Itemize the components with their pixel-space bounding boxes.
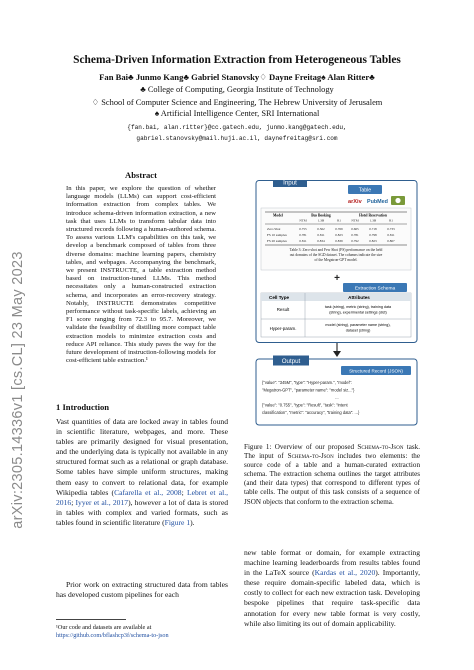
intro-text: ). bbox=[190, 517, 195, 527]
citation-lebret[interactable]: Lebret et al., 2016 bbox=[56, 487, 228, 507]
table-cell: 0.823 bbox=[335, 233, 343, 237]
caption-text: includes two elements: the source code of a table and a human-curated extraction schema. The extraction schema outlines the target attributes (and their data types) that correspond to different types of table cells. The output of this task consists of a sequence of JSON objects that conform to the extraction schema. bbox=[244, 452, 420, 506]
pubmed-logo: PubMed bbox=[367, 199, 388, 205]
intro-text: Vast quantities of data are locked away in tables found in scientific literature, webpages, and more. These tables are primarily designed for visual presentation, and the underlying data is typically not available in any structured format such as a relational or graph database. Some tables have simple uniform structures, making them easy to convert to relational data, for example Wikipedia tables ( bbox=[56, 417, 228, 497]
introduction-heading: 1 Introduction bbox=[56, 402, 110, 412]
json-line: {"value": "345M", "type": "Hyper-param.", "model": bbox=[262, 380, 353, 385]
caption-task-name: Schema-to-Json bbox=[357, 443, 404, 451]
json-line: classification", "metric": "accuracy", "training data": ...} bbox=[262, 410, 360, 415]
table-cell: 0.769 bbox=[335, 227, 343, 231]
footnote-code-link bbox=[56, 624, 228, 639]
webpage-icon-glyph bbox=[395, 198, 400, 203]
affiliation-hebrew-university: ♢ School of Computer Science and Engineering, The Hebrew University of Jerusalem bbox=[91, 98, 383, 107]
email-line-2: gabriel.stanovsky@mail.huji.ac.il, daynefreitag@sri.com bbox=[136, 135, 338, 142]
table-col-bus: Bus Booking bbox=[311, 213, 331, 218]
caption-text: task. The input of bbox=[244, 443, 420, 461]
citation-cafarella[interactable]: Cafarella et al., 2008 bbox=[114, 487, 182, 497]
schema-type-hyperparam: Hyper-param. bbox=[269, 326, 297, 331]
table-cell: 0.811 bbox=[387, 233, 395, 237]
table-row-label: Zero Shot bbox=[267, 227, 281, 231]
abstract-heading: Abstract bbox=[125, 170, 157, 180]
schema-type-result: Result bbox=[276, 307, 290, 312]
table-cell: 0.867 bbox=[387, 239, 395, 243]
author-list: Fan Bai♣ Junmo Kang♣ Gabriel Stanovsky♢ Dayne Freitag♠ Alan Ritter♣ bbox=[99, 72, 375, 82]
table-cell: 0.839 bbox=[335, 239, 343, 243]
citation-iyyer[interactable]: Iyyer et al., 2017 bbox=[75, 497, 129, 507]
table-subheader-cell: 1.3B bbox=[369, 218, 377, 223]
figure-1 bbox=[255, 180, 419, 426]
table-col-hotel: Hotel Reservation bbox=[359, 213, 387, 218]
schema-attr-result-2: (string), experimental settings (dict) bbox=[329, 310, 387, 315]
schema-attr-hyperparam-1: model (string), parameter name (string), bbox=[325, 323, 391, 327]
schema-attr-hyperparam-2: dataset (string) bbox=[345, 328, 371, 333]
abstract-text: In this paper, we explore the question of whether language models (LLMs) can support cost-efficient information extraction from complex tables. We introduce schema-driven information extraction, a new task that uses LLMs to transform tabular data into structured records following a human-authored schema. To assess various LLM's capabilities on this task, we develop a benchmark composed of tables from three diverse domains: machine learning papers, chemistry tables, and webpages. Accompanying the benchmark, we present INSTRUCTE, a table extraction method based on instruction-tuned LLMs. This method necessitates only a human-constructed extraction schema, and incorporates an error-recovery strategy. Notably, INSTRUCTE demonstrates competitive performance without task-specific labels, achieving an F1 score ranging from 72.3 to 95.7. Moreover, we validate the feasibility of distilling more compact table extraction models to minimize extraction costs and reduce API reliance. This study paves the way for the future development of instruction-following models for cost-efficient table extraction.¹ bbox=[66, 185, 216, 365]
table-subheader-cell: R1 bbox=[389, 218, 393, 223]
intro-paragraph-1 bbox=[56, 417, 228, 528]
table-cell: 0.811 bbox=[299, 239, 307, 243]
table-cell: 0.562 bbox=[317, 227, 325, 231]
table-caption-line: out domains of the SGD dataset. The columns indicate the size bbox=[289, 253, 383, 257]
paper-title: Schema-Driven Information Extraction from Heterogeneous Tables bbox=[73, 54, 401, 66]
json-line: {"value": "0.755", "type": "Result", "task": "intent bbox=[262, 402, 348, 408]
table-cell: 0.834 bbox=[317, 239, 325, 243]
table-tag-label: Table bbox=[358, 187, 372, 194]
footnote-rule bbox=[56, 619, 126, 620]
citation-separator: ; bbox=[181, 487, 187, 497]
intro-text: ). Importantly, these require domain-specific labeled data, which is costly to collect for each new extraction task. Developing bespoke pipelines that require task-specific data annotation for every new table format is very costly, while also limiting its out of domain applicability. bbox=[244, 568, 420, 628]
json-line: ... bbox=[335, 395, 339, 400]
flow-arrow-head bbox=[333, 351, 341, 357]
table-caption-line: of the Megatron-GPT model. bbox=[314, 258, 358, 262]
table-caption-line: Table 3: Zero-shot and Few Shot (FS) performance on the held bbox=[289, 248, 383, 252]
table-cell: 0.781 bbox=[299, 233, 307, 237]
figure-1-link[interactable]: Figure 1 bbox=[164, 517, 191, 527]
table-cell: 0.798 bbox=[369, 233, 377, 237]
intro-text: ), however a lot of data is stored in tables with complex and varied formats, such as tables found in scientific literature ( bbox=[56, 497, 228, 527]
table-subheader-cell: NTM bbox=[299, 218, 307, 223]
table-cell: 0.792 bbox=[351, 239, 359, 243]
table-cell: 0.755 bbox=[299, 227, 307, 231]
github-link[interactable]: https://github.com/bflashcp3f/schema-to-json bbox=[56, 631, 169, 639]
arxiv-logo: arXiv bbox=[348, 199, 362, 205]
json-tag-label: Structured Record (JSON) bbox=[349, 368, 403, 374]
caption-text: Overview of our proposed bbox=[271, 443, 358, 451]
right-column-paragraph bbox=[244, 548, 420, 629]
table-cell: 0.733 bbox=[387, 227, 395, 231]
affiliation-georgia-tech: ♣ College of Computing, Georgia Institute of Technology bbox=[140, 85, 334, 94]
table-subheader-cell: R1 bbox=[337, 218, 341, 223]
citation-kardas[interactable]: Kardas et al., 2020 bbox=[314, 568, 376, 578]
citation-separator: ; bbox=[71, 497, 76, 507]
affiliation-sri: ♠ Artificial Intelligence Center, SRI International bbox=[154, 109, 320, 118]
footnote-text: ¹Our code and datasets are available at bbox=[56, 624, 152, 631]
table-row-label: FS 10 samples bbox=[267, 233, 287, 237]
figure-1-caption bbox=[244, 443, 420, 507]
caption-label: Figure 1: bbox=[244, 443, 272, 451]
schema-tag-label: Extraction Schema bbox=[354, 286, 396, 292]
table-cell: 0.811 bbox=[317, 233, 325, 237]
table-cell: 0.781 bbox=[351, 233, 359, 237]
json-line: "Megatron-GPT", "parameter name": "model siz..."} bbox=[262, 387, 355, 393]
plus-icon: + bbox=[334, 273, 340, 284]
table-cell: 0.718 bbox=[369, 227, 377, 231]
schema-col-type: Cell Type bbox=[269, 295, 290, 300]
arxiv-side-stamp bbox=[4, 200, 32, 580]
table-subheader-cell: NTM bbox=[351, 218, 359, 223]
table-col-model: Model bbox=[273, 213, 283, 218]
schema-col-attributes: Attributes bbox=[348, 295, 370, 300]
caption-task-name: Schema-to-Json bbox=[287, 452, 334, 461]
input-label: Input bbox=[283, 180, 297, 187]
output-label: Output bbox=[281, 358, 301, 365]
intro-text: new table format or domain, for example extracting machine learning leaderboards from results tables found in the LaTeX source ( bbox=[244, 548, 420, 578]
table-subheader-cell: 1.3B bbox=[317, 218, 325, 223]
table-row-label: FS 20 samples bbox=[267, 239, 287, 243]
intro-paragraph-2: Prior work on extracting structured data from tables has developed custom pipelines for each bbox=[56, 580, 228, 600]
schema-attr-result-1: task (string), metric (string), training data bbox=[324, 305, 392, 309]
table-cell: 0.665 bbox=[351, 227, 359, 231]
arxiv-id: arXiv:2305.14336v1 [cs.CL] 23 May 2023 bbox=[10, 251, 26, 529]
table-cell: 0.823 bbox=[369, 239, 377, 243]
email-line-1: {fan.bai, alan.ritter}@cc.gatech.edu, junmo.kang@gatech.edu, bbox=[127, 124, 347, 131]
